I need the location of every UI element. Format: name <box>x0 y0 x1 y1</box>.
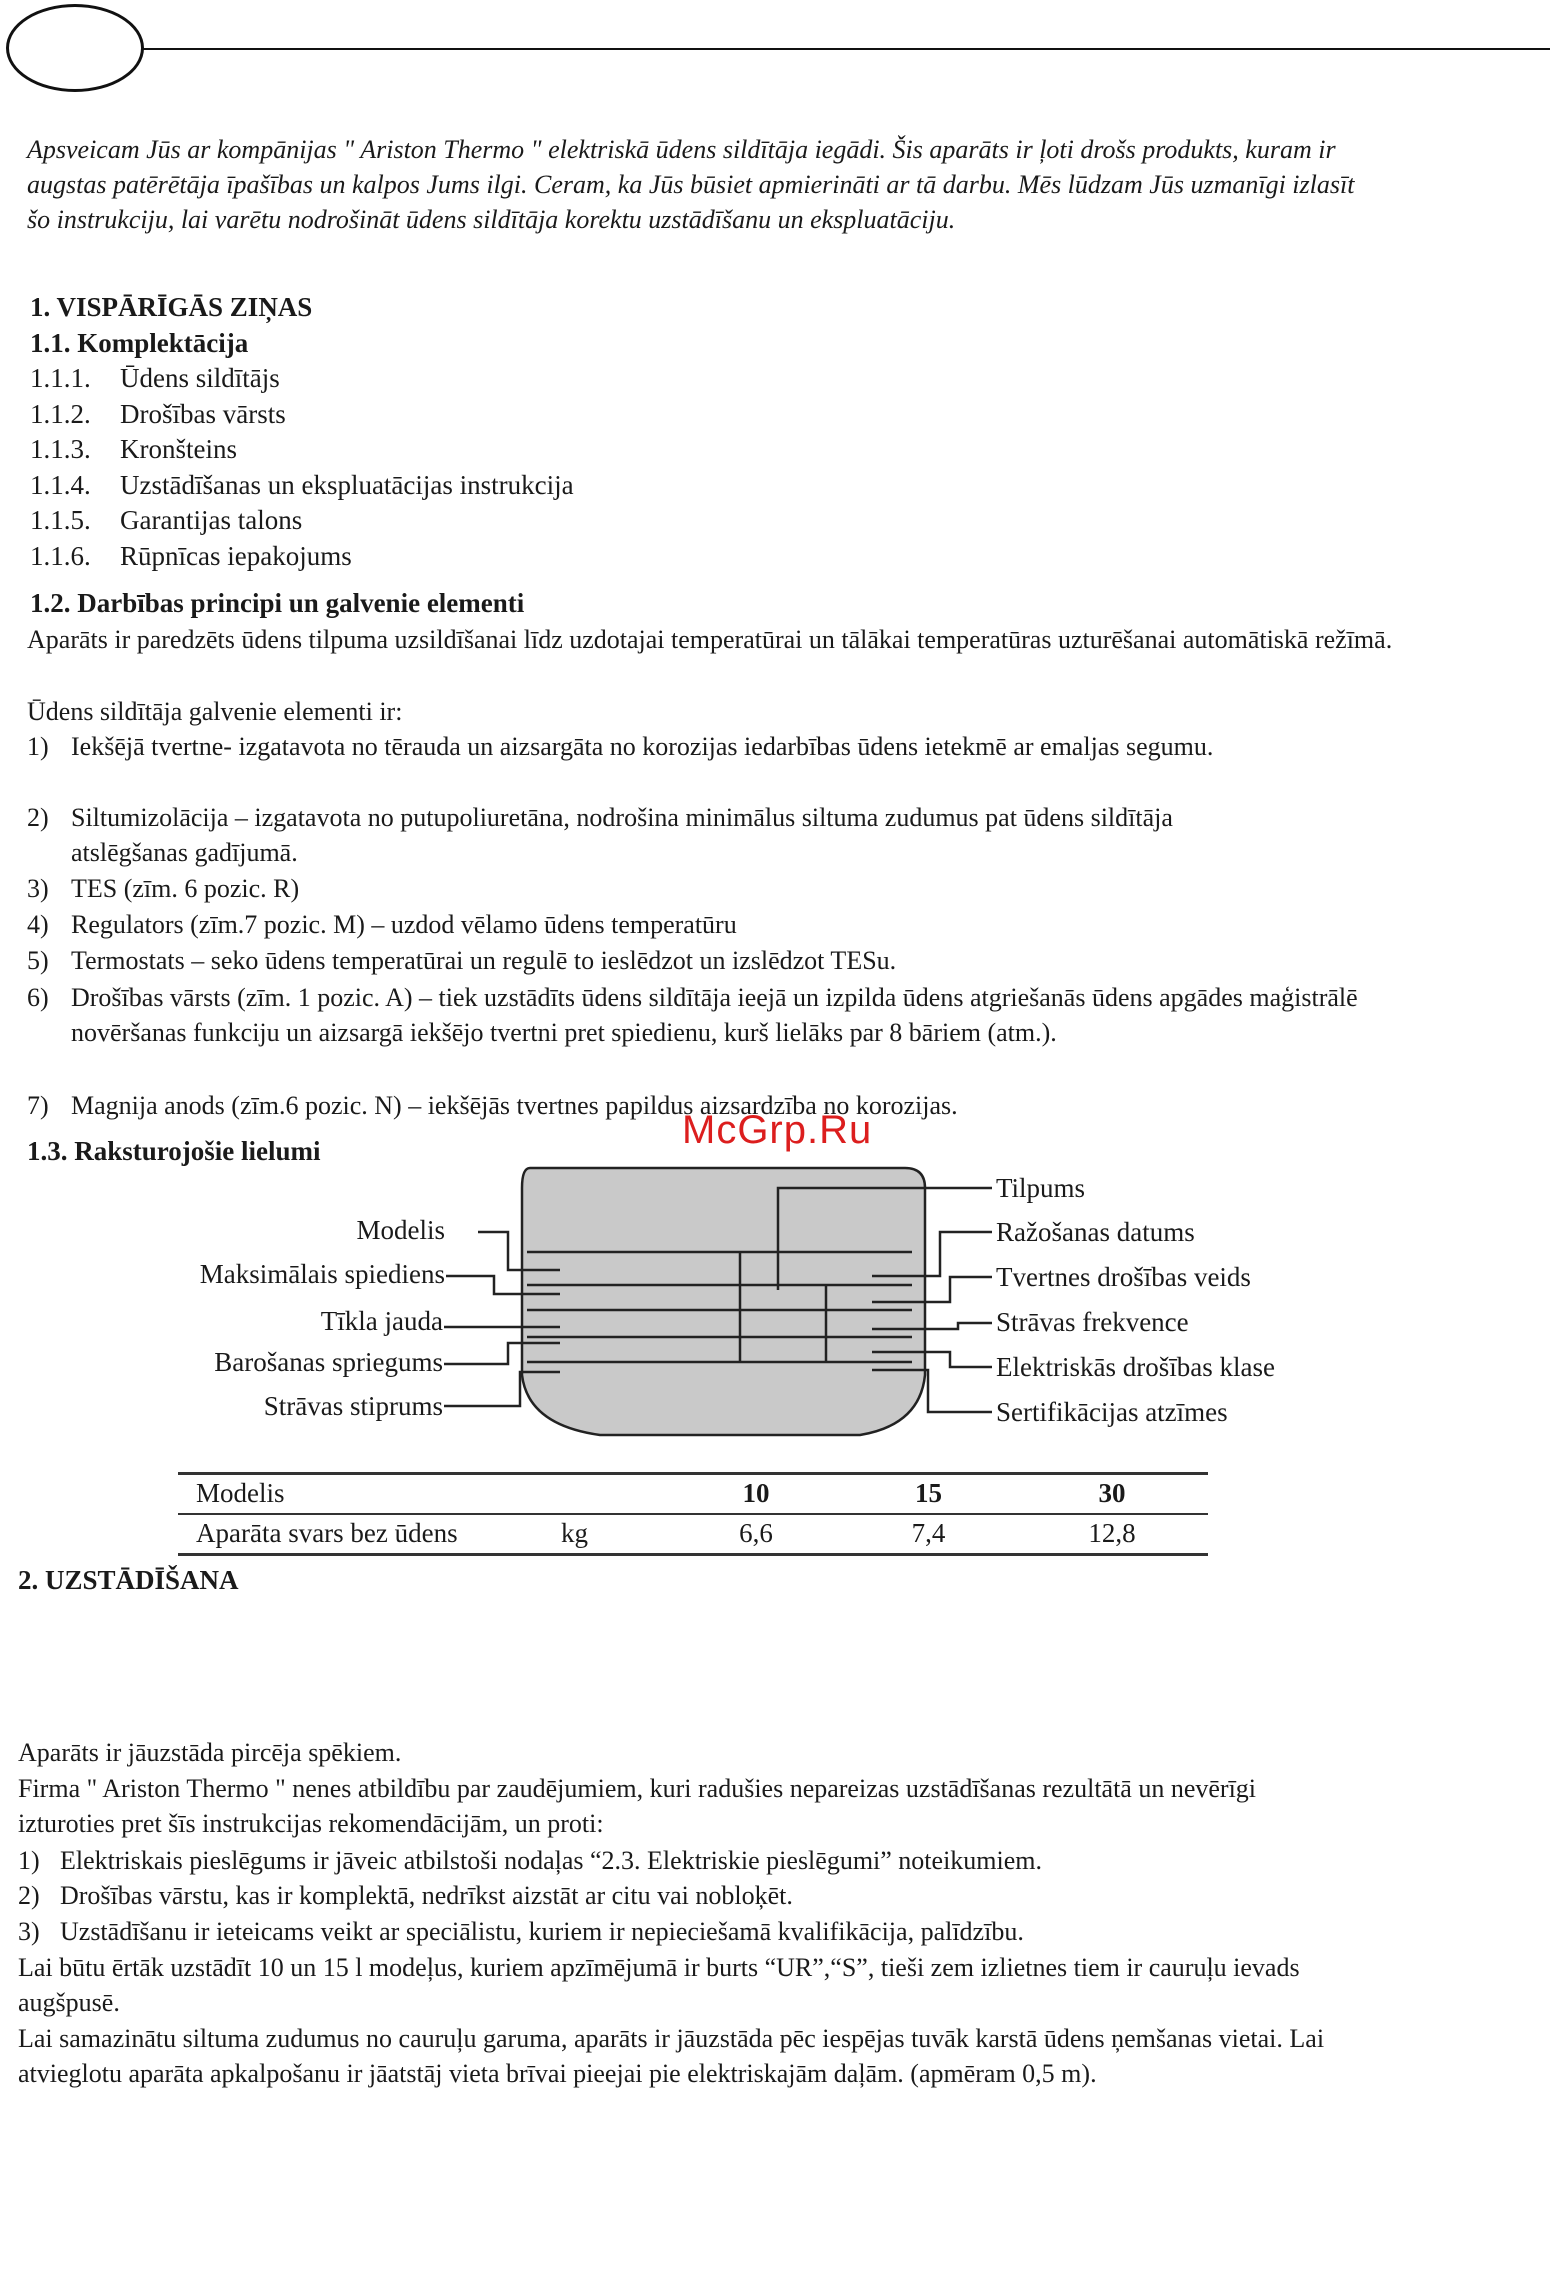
item-text: Siltumizolācija – izgatavota no putupoliuretāna, nodrošina minimālus siltuma zudumus pat ūdens sildītāja atslēgšanas gadījumā. <box>71 803 1173 867</box>
item-text: Uzstādīšanu ir ieteicams veikt ar speciālistu, kuriem ir nepieciešamā kvalifikācija, palīdzību. <box>60 1917 1024 1946</box>
item-number: 1.1.2. <box>30 399 91 429</box>
item-text: Garantijas talons <box>120 505 303 535</box>
diagram-label-production-date: Ražošanas datums <box>996 1217 1195 1247</box>
item-text: Ūdens sildītājs <box>120 363 280 393</box>
installation-p4: Lai samazinātu siltuma zudumus no cauruļu garuma, aparāts ir jāuzstāda pēc iespējas tuvāk karstā ūdens ņemšanas vietai. Lai atvieglotu aparāta apkalpošanu ir jāatstāj vieta brīvai pieejai pie elektriskajām daļām. (apmēram 0,5 m). <box>18 2024 1325 2088</box>
item-text: Drošības vārsts (zīm. 1 pozic. A) – tiek uzstādīts ūdens sildītāja ieejā un izpilda ūdens atgriešanās ūdens apgādes maģistrālē novēršanas funkciju un aizsargā iekšējo tvertni pret spiedienu, kurš lielāks par 8 bāriem (atm.). <box>71 983 1358 1047</box>
installation-p3: Lai būtu ērtāk uzstādīt 10 un 15 l modeļus, kuriem apzīmējumā ir burts “UR”,“S”, tieši zem izlietnes tiem ir cauruļu ievads augšpusē. <box>18 1953 1300 2017</box>
table-cell: 7,4 <box>841 1514 1016 1555</box>
watermark: McGrp.Ru <box>682 1108 873 1152</box>
subsection-1-3-title: 1.3. Raksturojošie lielumi <box>27 1136 321 1166</box>
item-number: 5) <box>27 946 49 975</box>
diagram-label-power: Tīkla jauda <box>320 1306 443 1336</box>
table-cell: Aparāta svars bez ūdens <box>178 1514 561 1555</box>
item-text: TES (zīm. 6 pozic. R) <box>71 874 300 903</box>
item-number: 3) <box>18 1917 40 1946</box>
diagram-label-tank-safety: Tvertnes drošības veids <box>996 1262 1251 1292</box>
diagram-label-volume: Tilpums <box>996 1173 1086 1203</box>
subsection-1-1-title: 1.1. Komplektācija <box>30 328 249 358</box>
item-text: Drošības vārsts <box>120 399 286 429</box>
item-number: 3) <box>27 874 49 903</box>
item-text: Kronšteins <box>120 434 237 464</box>
weight-table <box>178 1472 1208 1556</box>
diagram-label-model: Modelis <box>356 1215 445 1245</box>
diagram-label-certification: Sertifikācijas atzīmes <box>996 1397 1228 1427</box>
table-cell: 30 <box>1016 1474 1208 1515</box>
section-2-title: 2. UZSTĀDĪŠANA <box>18 1565 239 1595</box>
section-1-title: 1. VISPĀRĪGĀS ZIŅAS <box>30 292 313 322</box>
item-number: 1) <box>27 732 49 761</box>
intro-paragraph: Apsveicam Jūs ar kompānijas " Ariston Thermo " elektriskā ūdens sildītāja iegādi. Šis aparāts ir ļoti drošs produkts, kuram ir augstas patērētāja īpašības un kalpos Jums ilgi. Ceram, ka Jūs būsiet apmierināti ar tā darbu. Mēs lūdzam Jūs uzmanīgi izlasīt šo instrukciju, lai varētu nodrošināt ūdens sildītāja korektu uzstādīšanu un ekspluatāciju. <box>27 135 1355 234</box>
diagram-label-max-pressure: Maksimālais spiediens <box>199 1259 445 1289</box>
item-text: Uzstādīšanas un ekspluatācijas instrukcija <box>120 470 574 500</box>
subsection-1-2-title: 1.2. Darbības principi un galvenie elementi <box>30 588 525 618</box>
table-cell: 10 <box>671 1474 841 1515</box>
item-text: Iekšējā tvertne- izgatavota no tērauda un aizsargāta no korozijas iedarbības ūdens ietekmē ar emaljas segumu. <box>71 732 1214 761</box>
item-number: 4) <box>27 910 49 939</box>
item-text: Elektriskais pieslēgums ir jāveic atbilstoši nodaļas “2.3. Elektriskie pieslēgumi” noteikumiem. <box>60 1846 1043 1875</box>
item-number: 2) <box>18 1881 40 1910</box>
table-cell: Modelis <box>178 1474 561 1515</box>
item-number: 2) <box>27 803 49 832</box>
item-number: 1.1.1. <box>30 363 91 393</box>
plate-outline <box>522 1168 925 1435</box>
item-text: Regulators (zīm.7 pozic. M) – uzdod vēlamo ūdens temperatūru <box>71 910 737 939</box>
elements-intro: Ūdens sildītāja galvenie elementi ir: <box>27 697 403 726</box>
item-text: Magnija anods (zīm.6 pozic. N) – iekšējās tvertnes papildus aizsardzība no korozijas. <box>71 1091 958 1120</box>
item-number: 1.1.6. <box>30 541 91 571</box>
item-number: 1) <box>18 1846 40 1875</box>
item-number: 1.1.3. <box>30 434 91 464</box>
item-text: Drošības vārstu, kas ir komplektā, nedrīkst aizstāt ar citu vai nobloķēt. <box>60 1881 793 1910</box>
table-cell: 6,6 <box>671 1514 841 1555</box>
diagram-label-electrical-class: Elektriskās drošības klase <box>996 1352 1275 1382</box>
diagram-label-frequency: Strāvas frekvence <box>996 1307 1189 1337</box>
table-cell: 15 <box>841 1474 1016 1515</box>
table-cell: 12,8 <box>1016 1514 1208 1555</box>
item-number: 7) <box>27 1091 49 1120</box>
diagram-label-current: Strāvas stiprums <box>263 1391 443 1421</box>
installation-p2: Firma " Ariston Thermo " nenes atbildību par zaudējumiem, kuri radušies nepareizas uzstādīšanas rezultātā un nevērīgi izturoties pret šīs instrukcijas rekomendācijām, un proti: <box>18 1774 1257 1838</box>
item-text: Termostats – seko ūdens temperatūrai un regulē to ieslēdzot un izslēdzot TESu. <box>71 946 897 975</box>
table-row <box>178 1514 1208 1555</box>
table-header-row <box>178 1474 1208 1515</box>
table-cell <box>561 1474 671 1515</box>
item-number: 1.1.5. <box>30 505 91 535</box>
installation-p1: Aparāts ir jāuzstāda pircēja spēkiem. <box>18 1738 402 1767</box>
table-cell: kg <box>561 1514 671 1555</box>
principle-paragraph: Aparāts ir paredzēts ūdens tilpuma uzsildīšanai līdz uzdotajai temperatūrai un tālākai temperatūras uzturēšanai automātiskā režīmā. <box>27 625 1393 654</box>
diagram-label-voltage: Barošanas spriegums <box>214 1347 443 1377</box>
item-number: 1.1.4. <box>30 470 91 500</box>
item-text: Rūpnīcas iepakojums <box>120 541 352 571</box>
item-number: 6) <box>27 983 49 1012</box>
